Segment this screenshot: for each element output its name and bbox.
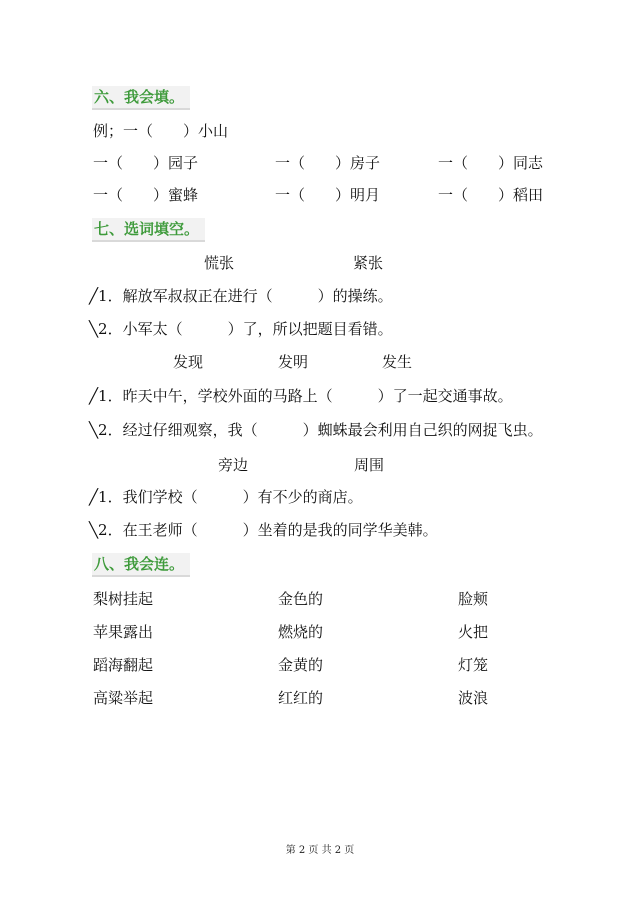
question-line: ╲2．经过仔细观察，我（ ）蜘蛛最会利用自己织的网捉飞虫。 — [89, 421, 543, 439]
match-item-left: 蹈海翻起 — [93, 656, 154, 674]
question-line: ╲2．在王老师（ ）坐着的是我的同学华美韩。 — [89, 521, 438, 539]
word-option: 旁边 — [218, 456, 249, 474]
fill-item: 一（ ）明月 — [275, 186, 381, 204]
question-line: ╱1．昨天中午，学校外面的马路上（ ）了一起交通事故。 — [89, 387, 513, 405]
match-item-middle: 金黄的 — [278, 656, 324, 674]
match-item-right: 灯笼 — [458, 656, 489, 674]
fill-item: 一（ ）房子 — [275, 154, 381, 172]
word-option: 发现 — [173, 353, 204, 371]
section-6-heading: 六、我会填。 — [92, 86, 190, 110]
match-item-right: 脸颊 — [458, 590, 489, 608]
question-line: ╱1．我们学校（ ）有不少的商店。 — [89, 488, 363, 506]
word-option: 慌张 — [204, 254, 235, 272]
question-line: ╲2．小军太（ ）了，所以把题目看错。 — [89, 320, 393, 338]
word-option: 周围 — [354, 456, 385, 474]
match-item-left: 苹果露出 — [93, 623, 154, 641]
fill-item: 一（ ）同志 — [438, 154, 544, 172]
fill-item: 一（ ）稻田 — [438, 186, 544, 204]
section-7-heading: 七、选词填空。 — [92, 218, 205, 242]
word-option: 紧张 — [353, 254, 384, 272]
section-8-heading: 八、我会连。 — [92, 553, 190, 577]
section-6-example: 例；一（ ）小山 — [93, 122, 229, 140]
question-line: ╱1．解放军叔叔正在进行（ ）的操练。 — [89, 287, 393, 305]
word-option: 发生 — [382, 353, 413, 371]
match-item-right: 火把 — [458, 623, 489, 641]
match-item-left: 梨树挂起 — [93, 590, 154, 608]
fill-item: 一（ ）园子 — [93, 154, 199, 172]
match-item-right: 波浪 — [458, 689, 489, 707]
match-item-middle: 燃烧的 — [278, 623, 324, 641]
fill-item: 一（ ）蜜蜂 — [93, 186, 199, 204]
page-footer: 第 2 页 共 2 页 — [285, 845, 355, 856]
match-item-middle: 红红的 — [278, 689, 324, 707]
match-item-middle: 金色的 — [278, 590, 324, 608]
match-item-left: 高粱举起 — [93, 689, 154, 707]
word-option: 发明 — [278, 353, 309, 371]
